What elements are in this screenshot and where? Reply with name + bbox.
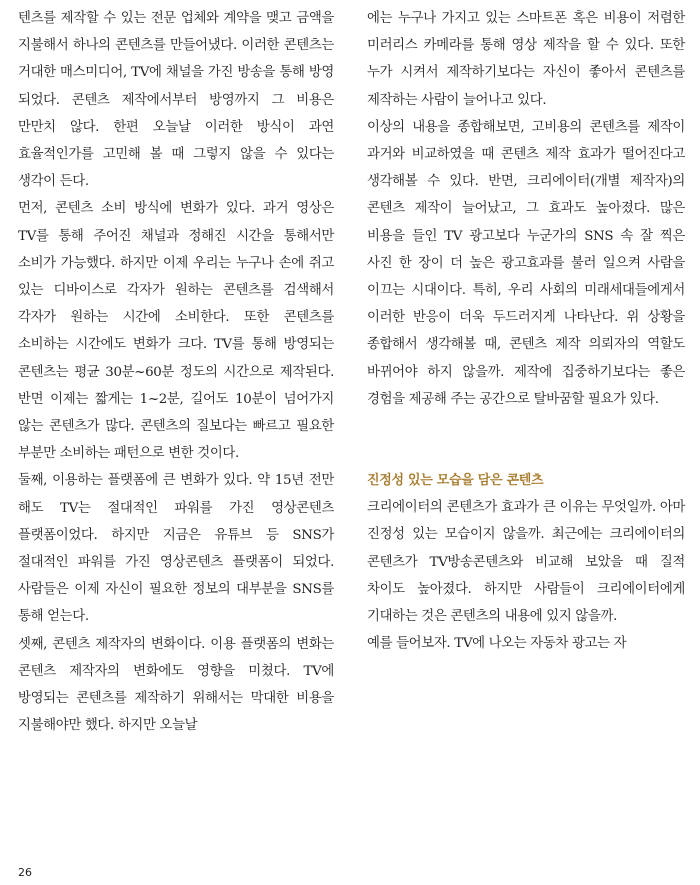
paragraph: 먼저, 콘텐츠 소비 방식에 변화가 있다. 과거 영상은 TV를 통해 주어진 채널과 정해진 시간을 통해서만 소비가 가능했다. 하지만 이제 우리는 누구나 손에 쥐고 있는 디바이스로 각자가 원하는 콘텐츠를 검색해서 각자가 원하는 시간에 소비한다. 또한 콘텐츠를 소비하는 시간에도 변화가 크다. TV를 통해 방영되는 콘텐츠는 평균 30분~60분 정도의 시간으로 제작된다. 반면 이제는 짧게는 1~2분, 길어도 10분이 넘어가지 않는 콘텐츠가 많다. 콘텐츠의 질보다는 빠르고 필요한 부분만 소비하는 패턴으로 변한 것이다. xyxy=(18,201,334,462)
paragraph: 이상의 내용을 종합해보면, 고비용의 콘텐츠를 제작이 과거와 비교하였을 때 콘텐츠 제작 효과가 떨어진다고 생각해볼 수 있다. 반면, 크리에이터(개별 제작자)의 콘텐츠 제작이 늘어났고, 그 효과도 높아졌다. 많은 비용을 들인 TV 광고보다 누군가의 SNS 속 잘 찍은 사진 한 장이 더 높은 광고효과를 불러 일으켜 사람을 이끄는 시대이다. 특히, 우리 사회의 미래세대들에게서 이러한 반응이 더욱 두드러지게 나타난다. 위 상황을 종합해서 생각해볼 때, 콘텐츠 제작 의뢰자의 역할도 바뀌어야 하지 않을까. 제작에 집중하기보다는 좋은 경험을 제공해 주는 공간으로 탈바꿈할 필요가 있다. xyxy=(367,119,685,407)
paragraph: 예를 들어보자. TV에 나오는 자동차 광고는 자 xyxy=(367,636,627,652)
paragraph: 크리에이터의 콘텐츠가 효과가 큰 이유는 무엇일까. 아마 진정성 있는 모습이지 않을까. 최근에는 크리에이터의 콘텐츠가 TV방송콘텐츠와 비교해 보았을 때 질적 차이도 높아졌다. 하지만 사람들이 크리에이터에게 기대하는 것은 콘텐츠의 내용에 있지 않을까. xyxy=(367,500,685,625)
paragraph: 에는 누구나 가지고 있는 스마트폰 혹은 비용이 저렴한 미러리스 카메라를 통해 영상 제작을 할 수 있다. 또한 누가 시켜서 제작하기보다는 자신이 좋아서 콘텐츠를 제작하는 사람이 늘어나고 있다. xyxy=(367,11,685,108)
left-column xyxy=(18,5,334,739)
paragraph: 셋째, 콘텐츠 제작자의 변화이다. 이용 플랫폼의 변화는 콘텐츠 제작자의 변화에도 영향을 미쳤다. TV에 방영되는 콘텐츠를 제작하기 위해서는 막대한 비용을 지불해야만 했다. 하지만 오늘날 xyxy=(18,636,334,734)
section-heading: 진정성 있는 모습을 담은 콘텐츠 xyxy=(367,473,544,489)
paragraph: 둘째, 이용하는 플랫폼에 큰 변화가 있다. 약 15년 전만 해도 TV는 절대적인 파워를 가진 영상콘텐츠 플랫폼이었다. 하지만 지금은 유튜브 등 SNS가 절대적인 파워를 가진 영상콘텐츠 플랫폼이 되었다. 사람들은 이제 자신이 필요한 정보의 대부분을 SNS를 통해 얻는다. xyxy=(18,473,334,625)
page-number: 26 xyxy=(18,866,32,879)
section-spacer xyxy=(367,413,685,467)
paragraph: 텐츠를 제작할 수 있는 전문 업체와 계약을 맺고 금액을 지불해서 하나의 콘텐츠를 만들어냈다. 이러한 콘텐츠는 거대한 매스미디어, TV에 채널을 가진 방송을 통해 방영 되었다. 콘텐츠 제작에서부터 방영까지 그 비용은 만만치 않다. 한편 오늘날 이러한 방식이 과연 효율적인가를 고민해 볼 때 그렇지 않을 수 있다는 생각이 든다. xyxy=(18,11,334,190)
right-column xyxy=(367,5,685,657)
